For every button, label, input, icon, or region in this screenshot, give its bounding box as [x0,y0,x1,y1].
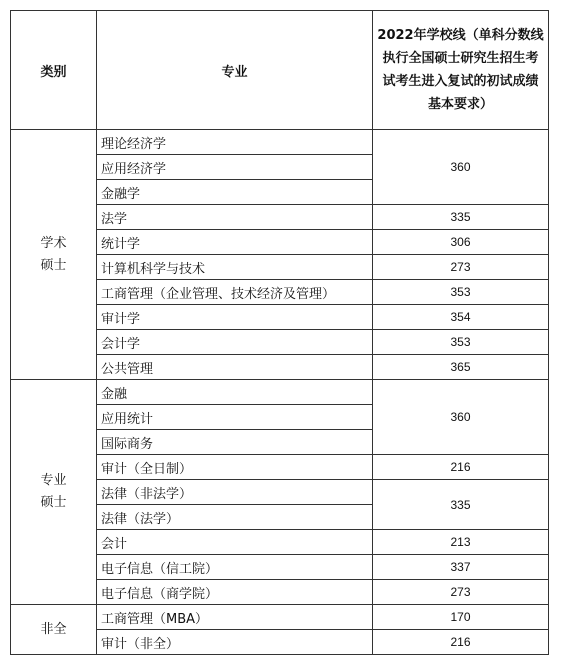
score-cell: 273 [373,255,549,280]
table-row [11,380,549,405]
major-cell: 理论经济学 [97,130,373,155]
score-cell: 360 [373,130,549,205]
major-cell: 国际商务 [97,430,373,455]
score-cell: 354 [373,305,549,330]
header-major: 专业 [97,11,373,130]
table-row [11,605,549,630]
major-cell: 应用统计 [97,405,373,430]
major-cell: 公共管理 [97,355,373,380]
score-cell: 353 [373,330,549,355]
major-cell: 计算机科学与技术 [97,255,373,280]
major-cell: 会计学 [97,330,373,355]
score-cell: 353 [373,280,549,305]
score-cell: 170 [373,605,549,630]
score-cell: 306 [373,230,549,255]
major-cell: 电子信息（信工院） [97,555,373,580]
header-score: 2022年学校线（单科分数线执行全国硕士研究生招生考试考生进入复试的初试成绩基本要求） [373,11,549,130]
score-cell: 216 [373,455,549,480]
admission-score-table [10,10,549,655]
score-cell: 213 [373,530,549,555]
score-cell: 335 [373,205,549,230]
major-cell: 法律（非法学） [97,480,373,505]
table-row [11,130,549,155]
header-row [11,11,549,130]
major-cell: 会计 [97,530,373,555]
category-part-time: 非全 [11,605,97,655]
major-cell: 审计（非全） [97,630,373,655]
header-category: 类别 [11,11,97,130]
major-cell: 金融 [97,380,373,405]
category-professional: 专业 硕士 [11,380,97,605]
major-cell: 审计学 [97,305,373,330]
major-cell: 金融学 [97,180,373,205]
score-cell: 360 [373,380,549,455]
score-cell: 337 [373,555,549,580]
major-cell: 法学 [97,205,373,230]
major-cell: 电子信息（商学院） [97,580,373,605]
major-cell: 工商管理（企业管理、技术经济及管理） [97,280,373,305]
major-cell: 工商管理（MBA） [97,605,373,630]
category-academic: 学术 硕士 [11,130,97,380]
score-cell: 273 [373,580,549,605]
major-cell: 统计学 [97,230,373,255]
major-cell: 法律（法学） [97,505,373,530]
score-cell: 365 [373,355,549,380]
score-cell: 335 [373,480,549,530]
major-cell: 审计（全日制） [97,455,373,480]
major-cell: 应用经济学 [97,155,373,180]
score-cell: 216 [373,630,549,655]
